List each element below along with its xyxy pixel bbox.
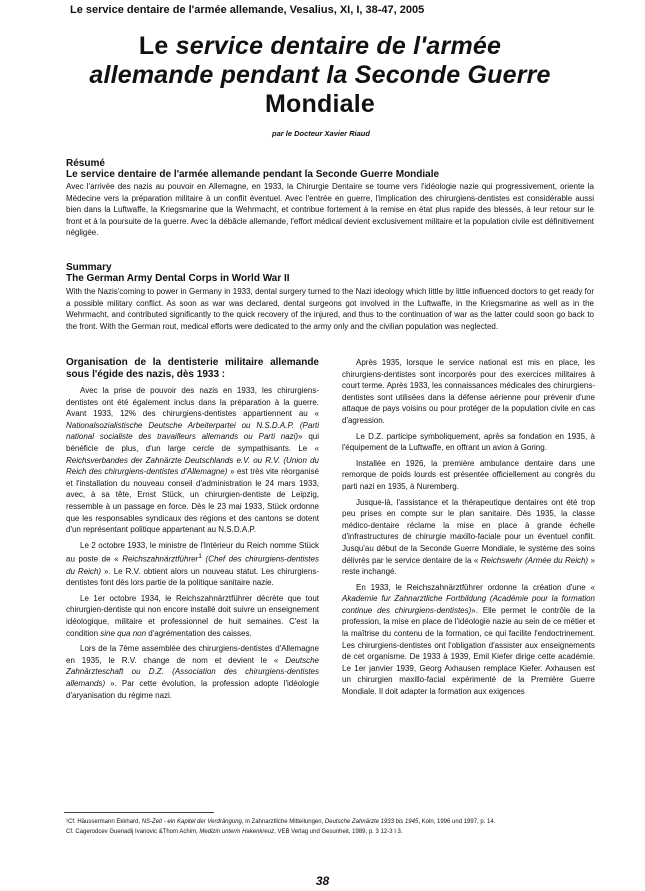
article-title xyxy=(40,32,600,119)
paragraph: Lors de la 7ème assemblée des chirurgiens-dentistes d'Allemagne en 1935, le R.V. change de nom et devient le « Deutsche Zahnärzteschaft ou D.Z. (Association des chirurgiens-dentistes allemands) ». Par cette évolution, la profession adopte l'idéologie d'aryanisation du régime nazi. xyxy=(66,644,319,700)
paragraph: Après 1935, lorsque le service national est mis en place, les chirurgiens-dentistes sont incorporés pour des exercices militaires à court terme. Après 1933, les connaissances médicales des chirurgiens-dentistes sont utilisées dans la défense aérienne pour prévenir d'une attaque de pays voisins ou pour protéger de la population civile en cas d'agression. xyxy=(342,358,595,425)
abstract-fr-subtitle: Le service dentaire de l'armée allemande pendant la Seconde Guerre Mondiale xyxy=(66,169,440,180)
paragraph: Installée en 1926, la première ambulance dentaire dans une remorque de poids lourds est présentée officiellement au congrès du parti nazi en 1935, à Nuremberg. xyxy=(342,458,595,491)
abstract-en-heading: Summary xyxy=(66,262,112,273)
paragraph: Le D.Z. participe symboliquement, après sa fondation en 1935, à l'équipement de la Luftwaffe, en offrant un avion à Goring. xyxy=(342,431,595,453)
running-header: Le service dentaire de l'armée allemande, Vesalius, XI, I, 38-47, 2005 xyxy=(70,4,425,16)
footnote-divider xyxy=(64,812,214,813)
paragraph: En 1933, le Reichszahnärztführer ordonne la création d'une « Akademie fur Zahnarztliche Fortbildung (Académie pour la formation continue des chirurgiens-dentistes)». Elle permet le contrôle de la profession, la mise en place de l'idéologie nazie au sein de ce métier et la maîtrise du contenu de la formation, ce qui facilite l'endoctrinement. Les chirurgiens-dentistes ont l'obligation d'assister aux enseignements de cet organisme. De 1933 à 1939, Emil Kiefer dirige cette académie. Le 1er janvier 1939, Georg Axhausen remplace Kiefer. Axhausen est un chirurgien maxillo-facial expérimenté de la Première Guerre Mondiale. Il doit adapter la formation aux exigences xyxy=(342,582,595,697)
title-part-italic: service dentaire de l'armée xyxy=(175,32,502,60)
abstract-fr-heading: Résumé xyxy=(66,158,105,169)
paragraph: Avec la prise de pouvoir des nazis en 1933, les chirurgiens-dentistes ont été également inclus dans la préparation à la guerre. Avant 1933, 12% des chirurgiens-dentistes appartiennent au « Nationalsozialistische Deutsche Arbeiterpartei ou N.S.D.A.P. (Parti national socialiste des travailleurs allemands ou Parti nazi)» qui bénéficie de plus, d'un large cercle de sympathisants. Le « Reichsverbandes der Zahnärzte Deutschlands e.V. ou R.V. (Union du Reich des chirurgiens-dentistes d'Allemagne) » est très vite réorganisé et l'installation du nouveau conseil d'administration le 24 mars 1933, avec, à sa tête, Ernst Stück, un chirurgien-dentiste de Leipzig, ressemble à un passage en force. Dès le 23 mai 1933, Stück ordonne que les responsables syndicaux des régions et des cantons se dotent d'un représentant politique appartenant au N.S.D.A.P. xyxy=(66,386,319,535)
author-line: par le Docteur Xavier Riaud xyxy=(272,129,370,138)
footnote-1: ¹Cf. Häussermann Ekkhard, NS-Zeit - ein Kapitel der Verdrängung, in Zahnarztliche Mitteilungen, Deutsche Zahnärzte 1933 bis 1945, Koln, 1996 und 1997, p. 14. xyxy=(66,819,496,825)
paragraph: Le 1er octobre 1934, le Reichszahnärztführer décrète que tout chirurgien-dentiste qui non encore installé doit suivre un enseignement idéologique, militaire et professionnel de huit semaines. C'est la condition sine qua non d'agrémentation des caisses. xyxy=(66,593,319,638)
page-number: 38 xyxy=(315,874,330,888)
paragraph: Jusque-là, l'assistance et la thérapeutique dentaires ont été trop peu prises en compte sur le plan sanitaire. Dès 1935, la classe médico-dentaire réclame la mise en place à grande échelle d'infrastructures de chirurgie maxillo-faciale pour un éventuel conflit. Jusqu'au début de la Seconde Guerre Mondiale, le système des soins délivrés par le service dentaire de la « Reichswehr (Armée du Reich) » reste inchangé. xyxy=(342,497,596,577)
body-column-right xyxy=(342,357,595,702)
abstract-fr-text: Avec l'arrivée des nazis au pouvoir en Allemagne, en 1933, la Chirurgie Dentaire se tourne vers l'idéologie nazie qui progressivement, oriente la Médecine vers la préparation militaire à un conflit éventuel. Avec l'entrée en guerre, l'implication des chirurgiens-dentistes est considérable aussi bien dans la Luftwaffe, la Kriegsmarine que la Wehrmacht, et contribue fortement à la remise en état plus rapide des blessés, à leur retour sur le front et à la poursuite de la guerre. Avec la débâcle allemande, l'effort médical devient exclusivement militaire et la population civile est définitivement négligée. xyxy=(66,182,594,237)
paragraph: Le 2 octobre 1933, le ministre de l'Intérieur du Reich nomme Stück au poste de « Reichszahnärztführer$^1$ (Chef des chirurgiens-dentistes du Reich) ». Le R.V. obtient alors un nouveau statut. Les chirurgiens-dentistes font dès lors partie de la politique sanitaire nazie. xyxy=(66,540,319,588)
title-line-2: allemande pendant la Seconde Guerre xyxy=(89,61,551,89)
title-line-3: Mondiale xyxy=(265,90,375,118)
footnote-ref: 1 xyxy=(198,553,202,561)
title-part-plain: Le xyxy=(138,32,176,60)
abstract-en-text: With the Nazis'coming to power in Germany in 1933, dental surgery turned to the Nazi ideology which little by little influenced doctors to get ready for a possible military conflict. As soon as war was declared, dental surgeons got involved in the Luftwaffe, in the Kriegsmarine as well as in the Wehrmacht, and contributed significantly to the quick recovery of the injured, and thus to the continuation of war as the latter could soon go back to the front. With the German rout, medical efforts were dedicated to the army only and the civilian population was neglected. xyxy=(66,287,594,331)
body-column-left xyxy=(66,357,319,705)
footnote-2: Cf. Cagerodcev Guenadij Ivanovic &Thom Achim, Medizin unterm Hakenkreuz, VEB Verlag und Gesunheit, 1989, p. 3 12-3 I 3. xyxy=(66,829,403,835)
section-heading: Organisation de la dentisterie militaire allemande sous l'égide des nazis, dès 1933 : xyxy=(66,357,319,380)
abstract-en-subtitle: The German Army Dental Corps in World War II xyxy=(66,273,290,284)
